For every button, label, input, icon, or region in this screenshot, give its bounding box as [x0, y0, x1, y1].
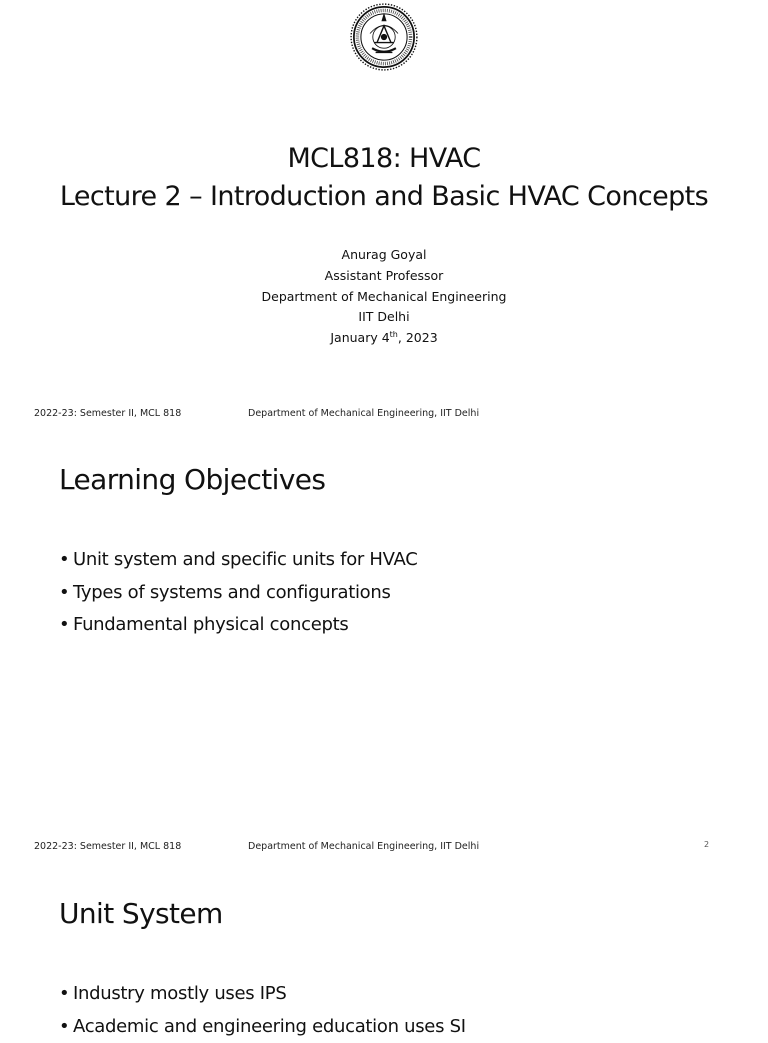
author-info — [0, 245, 768, 349]
lecture-date — [0, 328, 768, 349]
bullet-icon: • — [59, 577, 69, 610]
bullet-icon: • — [59, 978, 69, 1011]
date-year: , 2023 — [398, 330, 438, 345]
unit-system-slide — [0, 864, 768, 1024]
date-month-day: January 4 — [330, 330, 389, 345]
bullet-icon: • — [59, 609, 69, 642]
list-item: • Industry mostly uses IPS — [59, 978, 466, 1011]
list-item: • Fundamental physical concepts — [59, 609, 418, 642]
footer-course: 2022-23: Semester II, MCL 818 — [34, 841, 181, 852]
author-name: Anurag Goyal — [0, 245, 768, 266]
bullet-icon: • — [59, 544, 69, 577]
lecture-title — [0, 140, 768, 216]
author-department: Department of Mechanical Engineering — [0, 287, 768, 308]
slide-heading: Learning Objectives — [59, 463, 325, 496]
footer-department: Department of Mechanical Engineering, IIT Delhi — [248, 408, 479, 419]
author-position: Assistant Professor — [0, 266, 768, 287]
course-title: MCL818: HVAC — [0, 140, 768, 178]
iit-delhi-emblem-icon — [349, 2, 419, 72]
footer-department: Department of Mechanical Engineering, IIT Delhi — [248, 841, 479, 852]
learning-objectives-slide — [0, 432, 768, 864]
title-slide — [0, 0, 768, 432]
bullet-icon: • — [59, 1011, 69, 1043]
lecture-subtitle: Lecture 2 – Introduction and Basic HVAC Concepts — [0, 178, 768, 216]
author-institute: IIT Delhi — [0, 307, 768, 328]
date-ordinal: th — [390, 330, 398, 339]
list-item: • Academic and engineering education uses SI — [59, 1011, 466, 1043]
list-item: • Types of systems and configurations — [59, 577, 418, 610]
objectives-list — [59, 544, 418, 642]
page-number: 2 — [704, 840, 709, 849]
footer-course: 2022-23: Semester II, MCL 818 — [34, 408, 181, 419]
list-item: • Unit system and specific units for HVAC — [59, 544, 418, 577]
slide-heading: Unit System — [59, 897, 223, 930]
unit-system-list — [59, 978, 466, 1043]
